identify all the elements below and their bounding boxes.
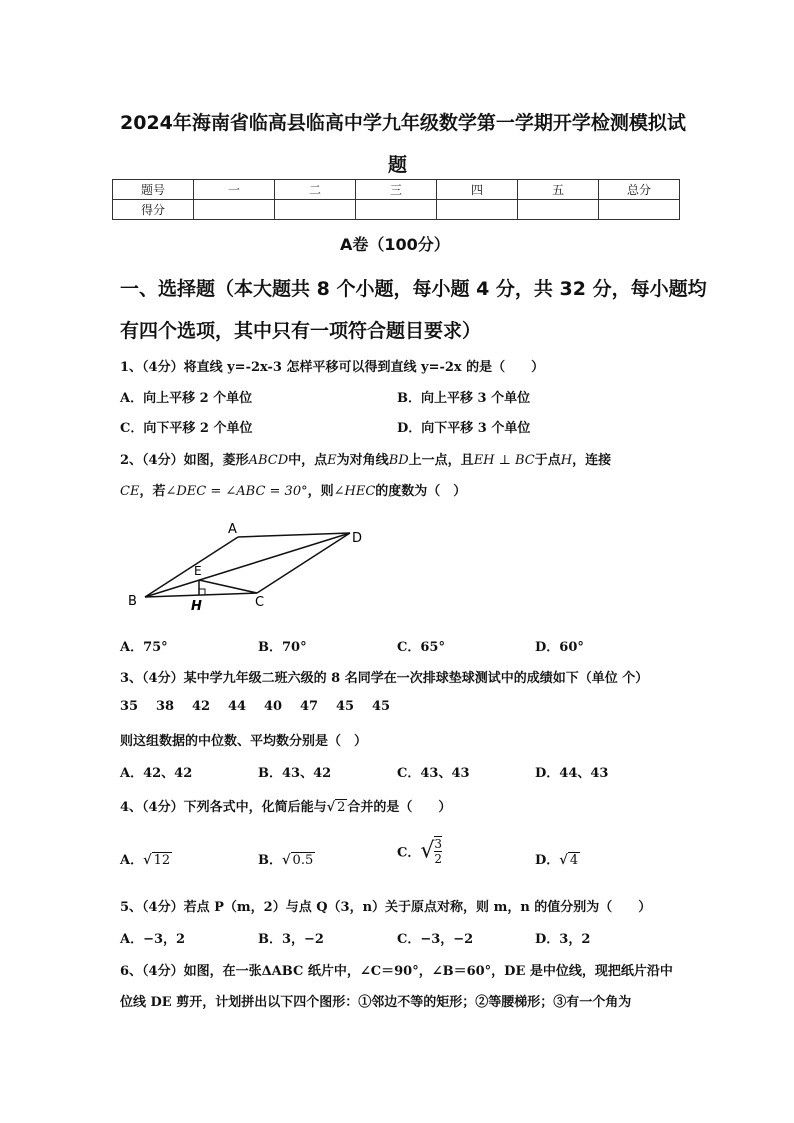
- question-2-stem: 2、（4分）如图，菱形ABCD中，点E为对角线BD上一点，且EH ⊥ BC于点H，连接: [120, 453, 612, 468]
- question-5-option-b[interactable]: B．3，−2: [258, 932, 324, 947]
- question-5-stem: 5、（4分）若点 P（m，2）与点 Q（3，n）关于原点对称，则 m，n 的值分别为（ ）: [120, 900, 652, 915]
- score-header-cell: 一: [194, 180, 275, 200]
- question-2-option-d[interactable]: D．60°: [535, 640, 584, 655]
- rhombus-figure: [120, 515, 380, 615]
- question-1-option-c[interactable]: C．向下平移 2 个单位: [120, 421, 253, 436]
- question-3-option-c[interactable]: C．43、43: [397, 766, 470, 781]
- question-1-option-a[interactable]: A．向上平移 2 个单位: [120, 391, 253, 406]
- score-header-cell: 四: [437, 180, 518, 200]
- question-3-option-d[interactable]: D．44、43: [535, 766, 609, 781]
- question-4-option-a[interactable]: A．√ 12: [120, 853, 171, 868]
- score-header-cell: 五: [518, 180, 599, 200]
- question-3-question: 则这组数据的中位数、平均数分别是（ ）: [120, 734, 368, 749]
- score-table: [112, 179, 680, 220]
- question-3-option-a[interactable]: A．42、42: [120, 766, 193, 781]
- score-row-label: 得分: [113, 200, 194, 220]
- question-5-option-c[interactable]: C．−3，−2: [397, 932, 474, 947]
- question-6-stem: 6、（4分）如图，在一张ΔABC 纸片中，∠C＝90°，∠B＝60°，DE 是中位线，现把纸片沿中: [120, 964, 673, 979]
- question-4-stem: 4、（4分）下列各式中，化简后能与√ 2 合并的是（ ）: [120, 800, 452, 815]
- question-5-option-d[interactable]: D．3，2: [535, 932, 591, 947]
- score-table-value-row: [113, 200, 680, 220]
- question-1-option-d[interactable]: D．向下平移 3 个单位: [397, 421, 531, 436]
- question-3-stem: 3、（4分）某中学九年级二班六级的 8 名同学在一次排球垫球测试中的成绩如下（单位 个）: [120, 671, 649, 686]
- question-2-option-b[interactable]: B．70°: [258, 640, 307, 655]
- question-2-option-a[interactable]: A．75°: [120, 640, 168, 655]
- score-header-cell: 三: [356, 180, 437, 200]
- question-3-option-b[interactable]: B．43、42: [258, 766, 332, 781]
- point-h-label: H: [191, 599, 202, 614]
- question-1-option-b[interactable]: B．向上平移 3 个单位: [397, 391, 531, 406]
- question-4-option-b[interactable]: B．√ 0.5: [258, 853, 314, 868]
- page-title: 2024年海南省临高县临高中学九年级数学第一学期开学检测模拟试: [120, 112, 686, 134]
- score-cell[interactable]: [356, 200, 437, 220]
- score-table-header-row: [113, 180, 680, 200]
- question-3-scores: 35 38 42 44 40 47 45 45: [120, 699, 391, 714]
- question-4-option-d[interactable]: D．√ 4: [535, 853, 579, 868]
- vertex-b-label: B: [128, 594, 137, 609]
- volume-title: A卷（100分）: [340, 235, 450, 254]
- vertex-d-label: D: [352, 531, 363, 546]
- sqrt-symbol: √ 2: [326, 800, 346, 815]
- section-heading: 一、选择题（本大题共 8 个小题，每小题 4 分，共 32 分，每小题均: [120, 278, 707, 300]
- vertex-a-label: A: [228, 522, 237, 537]
- question-2-option-c[interactable]: C．65°: [397, 640, 445, 655]
- score-cell[interactable]: [518, 200, 599, 220]
- score-cell[interactable]: [194, 200, 275, 220]
- score-cell[interactable]: [275, 200, 356, 220]
- point-e-label: E: [194, 564, 202, 578]
- vertex-c-label: C: [255, 595, 265, 610]
- question-4-option-c[interactable]: C．√ $\frac{3}{2}$: [397, 837, 443, 866]
- question-5-option-a[interactable]: A．−3，2: [120, 932, 186, 947]
- question-1-stem: 1、（4分）将直线 y=-2x-3 怎样平移可以得到直线 y=-2x 的是（ ）: [120, 360, 545, 375]
- score-cell[interactable]: [599, 200, 680, 220]
- score-cell[interactable]: [437, 200, 518, 220]
- section-heading-continued: 有四个选项，其中只有一项符合题目要求）: [120, 320, 482, 342]
- page-title-continued: 题: [388, 154, 408, 176]
- score-header-cell: 总分: [599, 180, 680, 200]
- score-header-cell: 题号: [113, 180, 194, 200]
- question-2-stem-continued: CE，若∠DEC = ∠ABC = 30°，则∠HEC的度数为（ ）: [120, 484, 467, 499]
- question-6-stem-continued: 位线 DE 剪开，计划拼出以下四个图形：①邻边不等的矩形；②等腰梯形；③有一个角为: [120, 995, 632, 1010]
- score-header-cell: 二: [275, 180, 356, 200]
